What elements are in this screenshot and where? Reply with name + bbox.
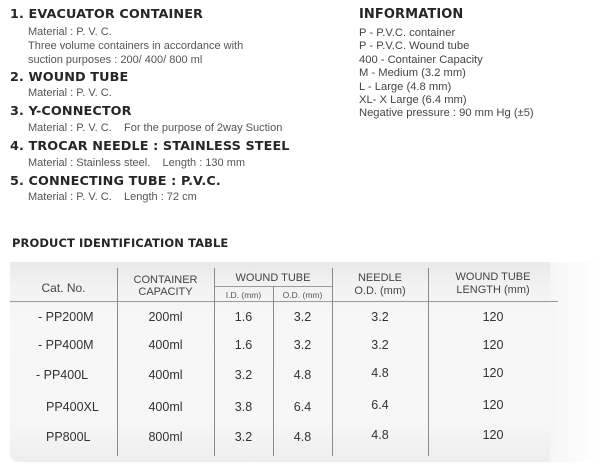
information-line: 400 - Container Capacity <box>359 53 483 66</box>
product-identification-table <box>10 262 600 462</box>
row-3-od: 4.8 <box>293 368 312 382</box>
section-2-line-1: Material : P. V. C. <box>28 87 112 99</box>
row-4-od: 6.4 <box>293 400 312 414</box>
row-1-length: 120 <box>482 310 504 324</box>
row-1-od: 3.2 <box>293 310 312 324</box>
row-5-length: 120 <box>482 428 504 442</box>
row-5-needle: 4.8 <box>371 428 389 442</box>
information-line: M - Medium (3.2 mm) <box>359 67 466 80</box>
section-3-line-1: Material : P. V. C. For the purpose of 2way Suction <box>28 122 283 134</box>
row-2-length: 120 <box>482 338 504 352</box>
row-4-capacity: 400ml <box>148 400 183 414</box>
information-line: Negative pressure : 90 mm Hg (±5) <box>359 107 534 120</box>
row-1-capacity: 200ml <box>148 310 183 324</box>
row-2-id: 1.6 <box>234 338 253 352</box>
section-2-heading: 2. WOUND TUBE <box>10 70 129 85</box>
header-od: O.D. (mm) <box>282 290 323 300</box>
row-3-capacity: 400ml <box>148 368 183 382</box>
information-list <box>359 27 534 121</box>
row-2-od: 3.2 <box>293 338 312 352</box>
row-5-od: 4.8 <box>293 430 312 444</box>
row-4-length: 120 <box>482 398 504 412</box>
header-id: I.D. (mm) <box>225 290 262 300</box>
section-1-line-2: Three volume containers in accordance with <box>28 40 244 52</box>
row-3-needle: 4.8 <box>371 366 389 380</box>
information-line: P - P.V.C. Wound tube <box>359 40 470 53</box>
row-5-id: 3.2 <box>234 430 253 444</box>
row-2-capacity: 400ml <box>148 338 183 352</box>
row-3-length: 120 <box>482 366 504 380</box>
section-3-heading: 3. Y-CONNECTOR <box>10 104 132 119</box>
section-5-heading: 5. CONNECTING TUBE : P.V.C. <box>10 174 221 189</box>
row-3-id: 3.2 <box>234 368 253 382</box>
information-line: XL- X Large (6.4 mm) <box>359 94 467 107</box>
header-container: CONTAINER <box>133 274 198 286</box>
section-5-line-1: Material : P. V. C. Length : 72 cm <box>28 191 197 203</box>
header-length: WOUND TUBE <box>455 271 531 283</box>
header-wound-tube: WOUND TUBE <box>235 272 311 284</box>
information-title: INFORMATION <box>359 7 464 22</box>
row-4-cat: PP400XL <box>46 400 99 414</box>
section-4-line-1: Material : Stainless steel. Length : 130 mm <box>28 157 246 169</box>
row-5-capacity: 800ml <box>148 430 183 444</box>
header-needle: NEEDLE <box>357 272 403 284</box>
row-1-id: 1.6 <box>234 310 253 324</box>
row-3-cat: - PP400L <box>36 368 89 382</box>
header-length-mm: LENGTH (mm) <box>456 284 530 296</box>
section-4-heading: 4. TROCAR NEEDLE : STAINLESS STEEL <box>10 139 290 154</box>
header-needle-od: O.D. (mm) <box>354 285 406 297</box>
section-1-heading: 1. EVACUATOR CONTAINER <box>10 7 204 22</box>
row-4-needle: 6.4 <box>371 398 389 412</box>
header-capacity: CAPACITY <box>138 286 193 298</box>
information-line: L - Large (4.8 mm) <box>359 80 452 93</box>
header-cat-no: Cat. No. <box>41 281 86 295</box>
row-2-needle: 3.2 <box>371 338 389 352</box>
section-1-line-3: suction purposes : 200/ 400/ 800 ml <box>28 54 203 66</box>
row-1-cat: - PP200M <box>38 310 94 324</box>
section-1-line-1: Material : P. V. C. <box>28 26 112 38</box>
row-5-cat: PP800L <box>46 430 91 444</box>
row-2-cat: - PP400M <box>38 338 94 352</box>
row-4-id: 3.8 <box>234 400 253 414</box>
table-title: PRODUCT IDENTIFICATION TABLE <box>12 236 229 250</box>
row-1-needle: 3.2 <box>371 310 389 324</box>
information-line: P - P.V.C. container <box>359 27 456 39</box>
header-bottom-rule <box>10 301 558 302</box>
